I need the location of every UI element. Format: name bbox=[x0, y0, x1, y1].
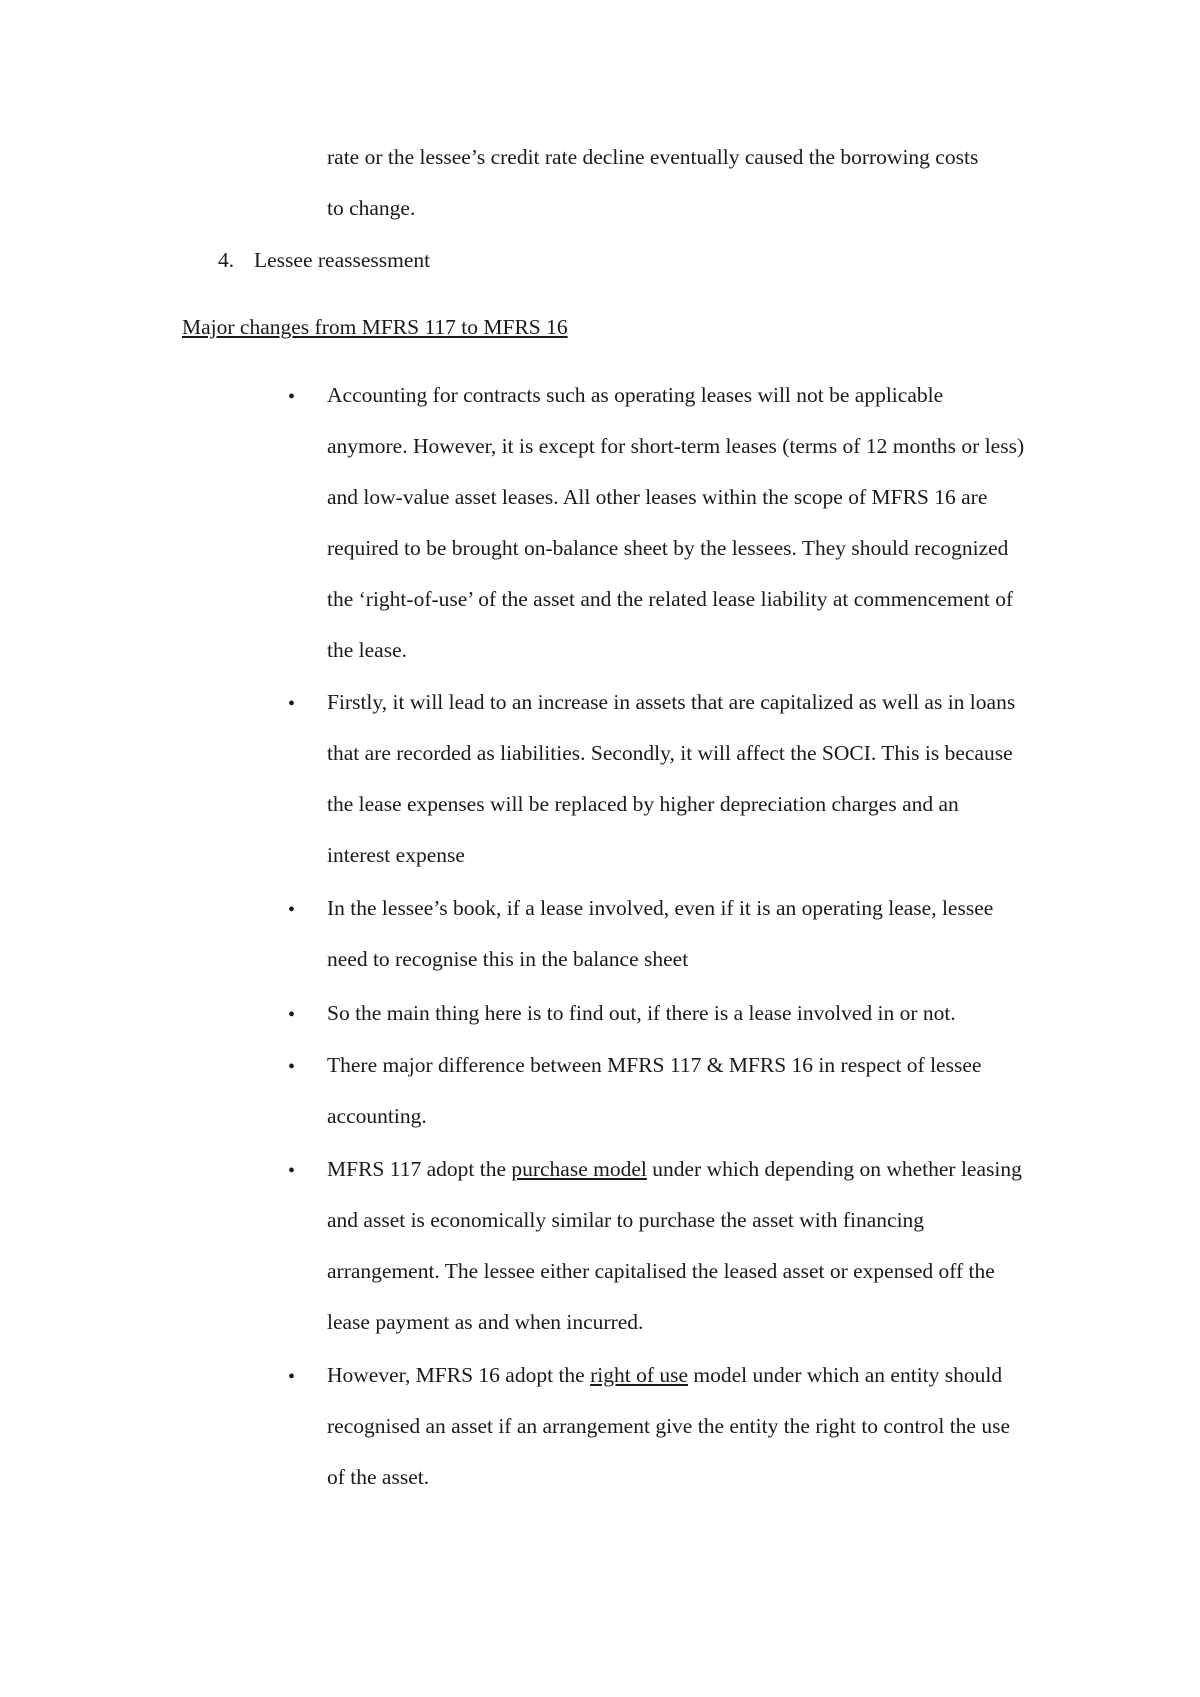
bullet-dot: • bbox=[288, 1366, 296, 1388]
continuation-line-1: rate or the lessee’s credit rate decline eventually caused the borrowing costs bbox=[327, 145, 979, 169]
bullet-text-after: under which depending on whether leasing and asset is economically similar to purchase the asset with financing arrangement. The lessee either capitalised the leased asset or expensed off the lease payment as and when incurred. bbox=[327, 1157, 1022, 1334]
item-text: Lessee reassessment bbox=[254, 248, 431, 272]
bullet-text: So the main thing here is to find out, if there is a lease involved in or not. bbox=[327, 1001, 956, 1025]
bullet-dot: • bbox=[288, 386, 296, 408]
bullet-dot: • bbox=[288, 693, 296, 715]
bullet-dot: • bbox=[288, 1160, 296, 1182]
bullet-text: In the lessee’s book, if a lease involved, even if it is an operating lease, lessee need to recognise this in the balance sheet bbox=[327, 896, 994, 971]
bullet-dot: • bbox=[288, 1004, 296, 1026]
bullet-text: Accounting for contracts such as operating leases will not be applicable anymore. However, it is except for short-term leases (terms of 12 months or less) and low-value asset leases. All other leases within the scope of MFRS 16 are required to be brought on-balance sheet by the lessees. They should recognized the ‘right-of-use’ of the asset and the related lease liability at commencement of the lease. bbox=[327, 383, 1025, 662]
numbered-item-4 bbox=[218, 248, 430, 273]
bullet-text: Firstly, it will lead to an increase in assets that are capitalized as well as in loans that are recorded as liabilities. Secondly, it will affect the SOCI. This is because the lease expenses will be replaced by higher depreciation charges and an interest expense bbox=[327, 690, 1016, 867]
purchase-model-term: purchase model bbox=[511, 1157, 647, 1181]
bullet-text bbox=[327, 1144, 1027, 1348]
bullet-dot: • bbox=[288, 899, 296, 921]
continuation-line-2: to change. bbox=[327, 196, 416, 220]
bullet-dot: • bbox=[288, 1056, 296, 1078]
right-of-use-term: right of use bbox=[590, 1363, 689, 1387]
section-heading: Major changes from MFRS 117 to MFRS 16 bbox=[182, 315, 568, 339]
bullet-text-after: model under which an entity should recognised an asset if an arrangement give the entity the right to control the use of the asset. bbox=[327, 1363, 1010, 1489]
bullet-text bbox=[327, 1350, 1027, 1503]
bullet-text: There major difference between MFRS 117 & MFRS 16 in respect of lessee accounting. bbox=[327, 1053, 982, 1128]
item-number: 4. bbox=[218, 248, 235, 272]
bullet-text-before: MFRS 117 adopt the bbox=[327, 1157, 512, 1181]
bullet-text-before: However, MFRS 16 adopt the bbox=[327, 1363, 591, 1387]
